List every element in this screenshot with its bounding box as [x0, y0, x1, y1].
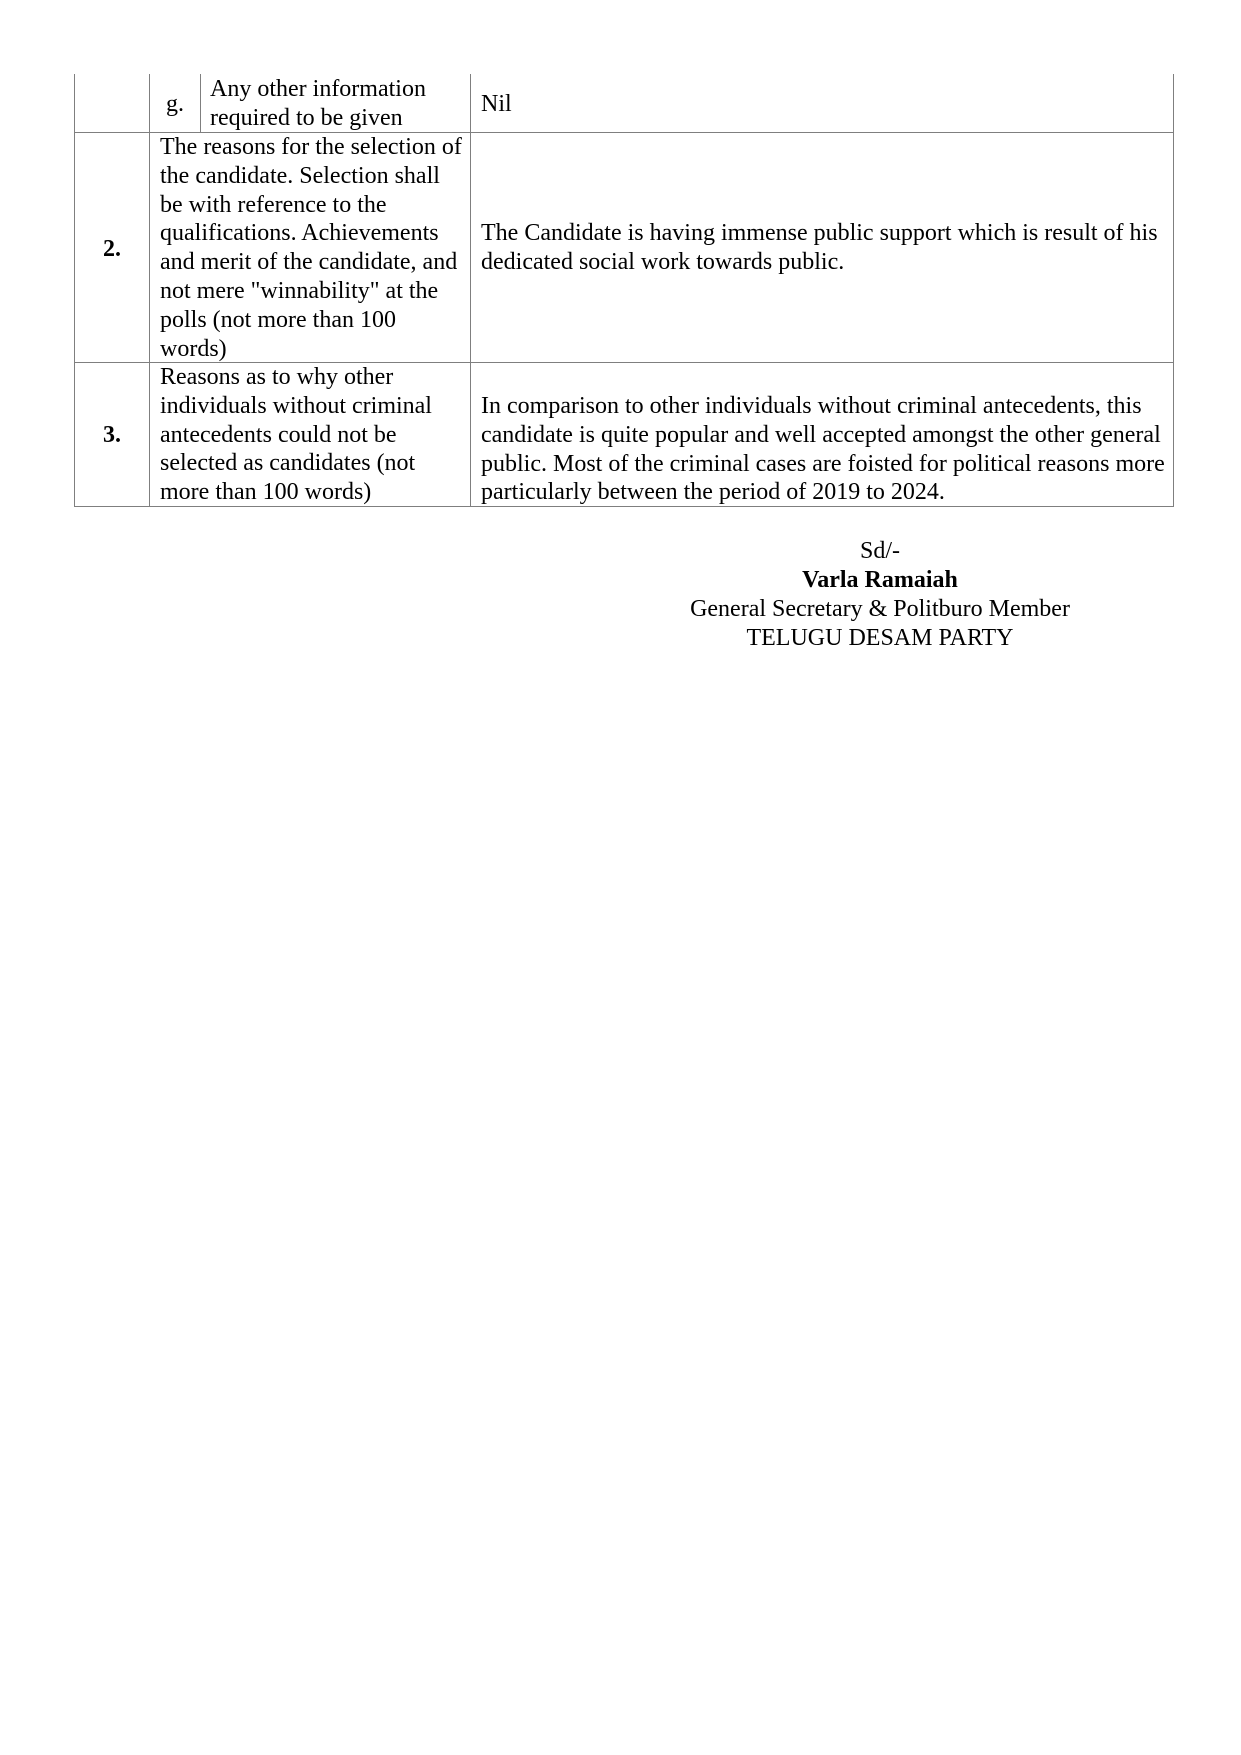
table-row-3-number: 3. — [103, 422, 121, 448]
signature-sd: Sd/- — [859, 538, 900, 564]
table-row-2-number: 2. — [103, 236, 121, 262]
table-divider-answer — [470, 74, 471, 507]
table-row-2-question: The reasons for the selection of the candidate. Selection shall be with reference to the qualifications. Achievements and merit of the candidate, and not mere "winnability" at the polls (not more than 100 words) — [160, 134, 462, 362]
table-row-g-question: Any other information required to be given — [210, 76, 426, 131]
table-row-2-answer: The Candidate is having immense public support which is result of his dedicated social work towards public. — [481, 220, 1158, 275]
signatory-party: TELUGU DESAM PARTY — [746, 625, 1014, 651]
table-divider-number — [149, 74, 150, 507]
table-divider-sublabel — [200, 74, 201, 133]
signatory-name: Varla Ramaiah — [802, 567, 958, 593]
table-row-3-answer: In comparison to other individuals without criminal antecedents, this candidate is quite popular and well accepted amongst the other general public. Most of the criminal cases are foisted for political reasons more particularly between the period of 2019 to 2024. — [481, 393, 1165, 506]
table-border-right — [1173, 74, 1174, 507]
declaration-table — [0, 0, 1241, 520]
table-row-g-sublabel: g. — [166, 91, 184, 117]
signature-block — [640, 537, 1120, 653]
table-row-3-question: Reasons as to why other individuals without criminal antecedents could not be selected as candidates (not more than 100 words) — [160, 364, 432, 506]
signatory-title: General Secretary & Politburo Member — [690, 596, 1070, 622]
table-row-g-answer: Nil — [481, 91, 512, 117]
